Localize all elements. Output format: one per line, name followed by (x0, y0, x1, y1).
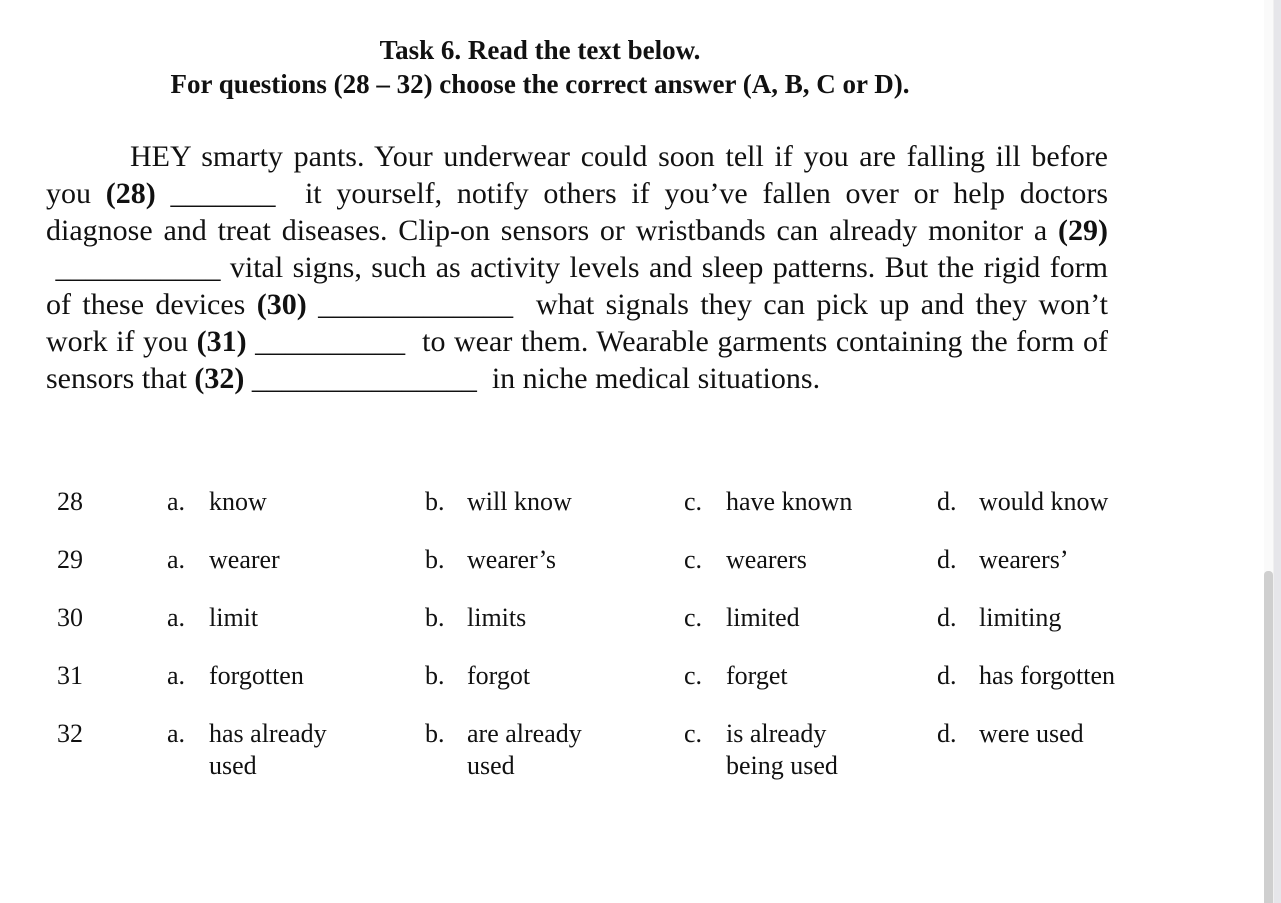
option-text: has already used (209, 719, 327, 780)
gap-label-30: (30) (256, 288, 307, 321)
option-letter: c. (684, 487, 703, 516)
option-text: forgotten (209, 661, 304, 690)
gap-label-29: (29) (1058, 214, 1108, 247)
option-letter: d. (937, 603, 957, 632)
option-letter: d. (937, 487, 957, 516)
gap-blank-28: _______ (155, 177, 291, 210)
option-text: forget (726, 661, 788, 690)
option-letter: d. (937, 719, 957, 748)
option-letter: d. (937, 661, 957, 690)
option-letter: c. (684, 661, 703, 690)
option-text: know (209, 487, 267, 516)
option-text: have known (726, 487, 853, 516)
option-letter: a. (167, 661, 186, 690)
task-title: Task 6. Read the text below. (379, 35, 701, 65)
passage-text: vital signs, such as activity levels and sleep patterns. But the rigid form of these devices (46, 251, 1109, 321)
option-text: limiting (979, 603, 1062, 632)
gap-blank-32: _______________ (244, 362, 485, 395)
option-text: has forgotten (979, 661, 1115, 690)
option-text: would know (979, 487, 1109, 516)
option-letter: c. (684, 603, 703, 632)
reading-passage (46, 138, 1108, 397)
option-text: wearer (209, 545, 280, 574)
option-text: limit (209, 603, 259, 632)
option-text: limited (726, 603, 800, 632)
option-letter: a. (167, 603, 186, 632)
option-letter: c. (684, 719, 703, 748)
gap-blank-29: ___________ (46, 251, 230, 284)
passage-text: HEY smarty pants. Your underwear could soon tell if you are falling ill before you (46, 140, 1108, 210)
gap-label-31: (31) (196, 325, 247, 358)
option-text: were used (979, 719, 1084, 748)
question-number: 29 (57, 545, 83, 574)
question-number: 28 (57, 487, 83, 516)
option-text: wearer’s (467, 545, 557, 574)
option-text: are already used (467, 719, 582, 780)
option-letter: a. (167, 545, 186, 574)
question-number: 30 (57, 603, 83, 632)
option-text: wearers’ (979, 545, 1069, 574)
option-text: forgot (467, 661, 531, 690)
option-letter: c. (684, 545, 703, 574)
passage-text: it yourself, notify others if you’ve fallen over or help doctors diagnose and treat diseases. Clip-on sensors or wristbands can already monitor a (46, 177, 1109, 247)
option-letter: b. (425, 719, 445, 748)
option-text: wearers (726, 545, 807, 574)
gap-blank-31: __________ (246, 325, 414, 358)
passage-text: in niche medical situations. (484, 362, 821, 395)
option-letter: b. (425, 545, 445, 574)
gap-label-32: (32) (194, 362, 245, 395)
option-letter: b. (425, 487, 445, 516)
passage-text: to wear them. Wearable garments containing the form of sensors that (46, 325, 1109, 395)
passage-text: what signals they can pick up and they won’t work if you (46, 288, 1108, 358)
option-letter: b. (425, 603, 445, 632)
gap-label-28: (28) (105, 177, 156, 210)
option-text: will know (467, 487, 572, 516)
gap-blank-30: _____________ (306, 288, 525, 321)
question-number: 31 (57, 661, 83, 690)
option-text: is already being used (726, 719, 838, 780)
scrollbar-gutter (1273, 0, 1281, 903)
option-letter: a. (167, 719, 186, 748)
task-instructions: For questions (28 – 32) choose the correct answer (A, B, C or D). (170, 69, 910, 99)
question-number: 32 (57, 719, 83, 748)
scrollbar-thumb[interactable] (1264, 571, 1273, 903)
option-letter: b. (425, 661, 445, 690)
option-text: limits (467, 603, 527, 632)
option-letter: a. (167, 487, 186, 516)
option-letter: d. (937, 545, 957, 574)
